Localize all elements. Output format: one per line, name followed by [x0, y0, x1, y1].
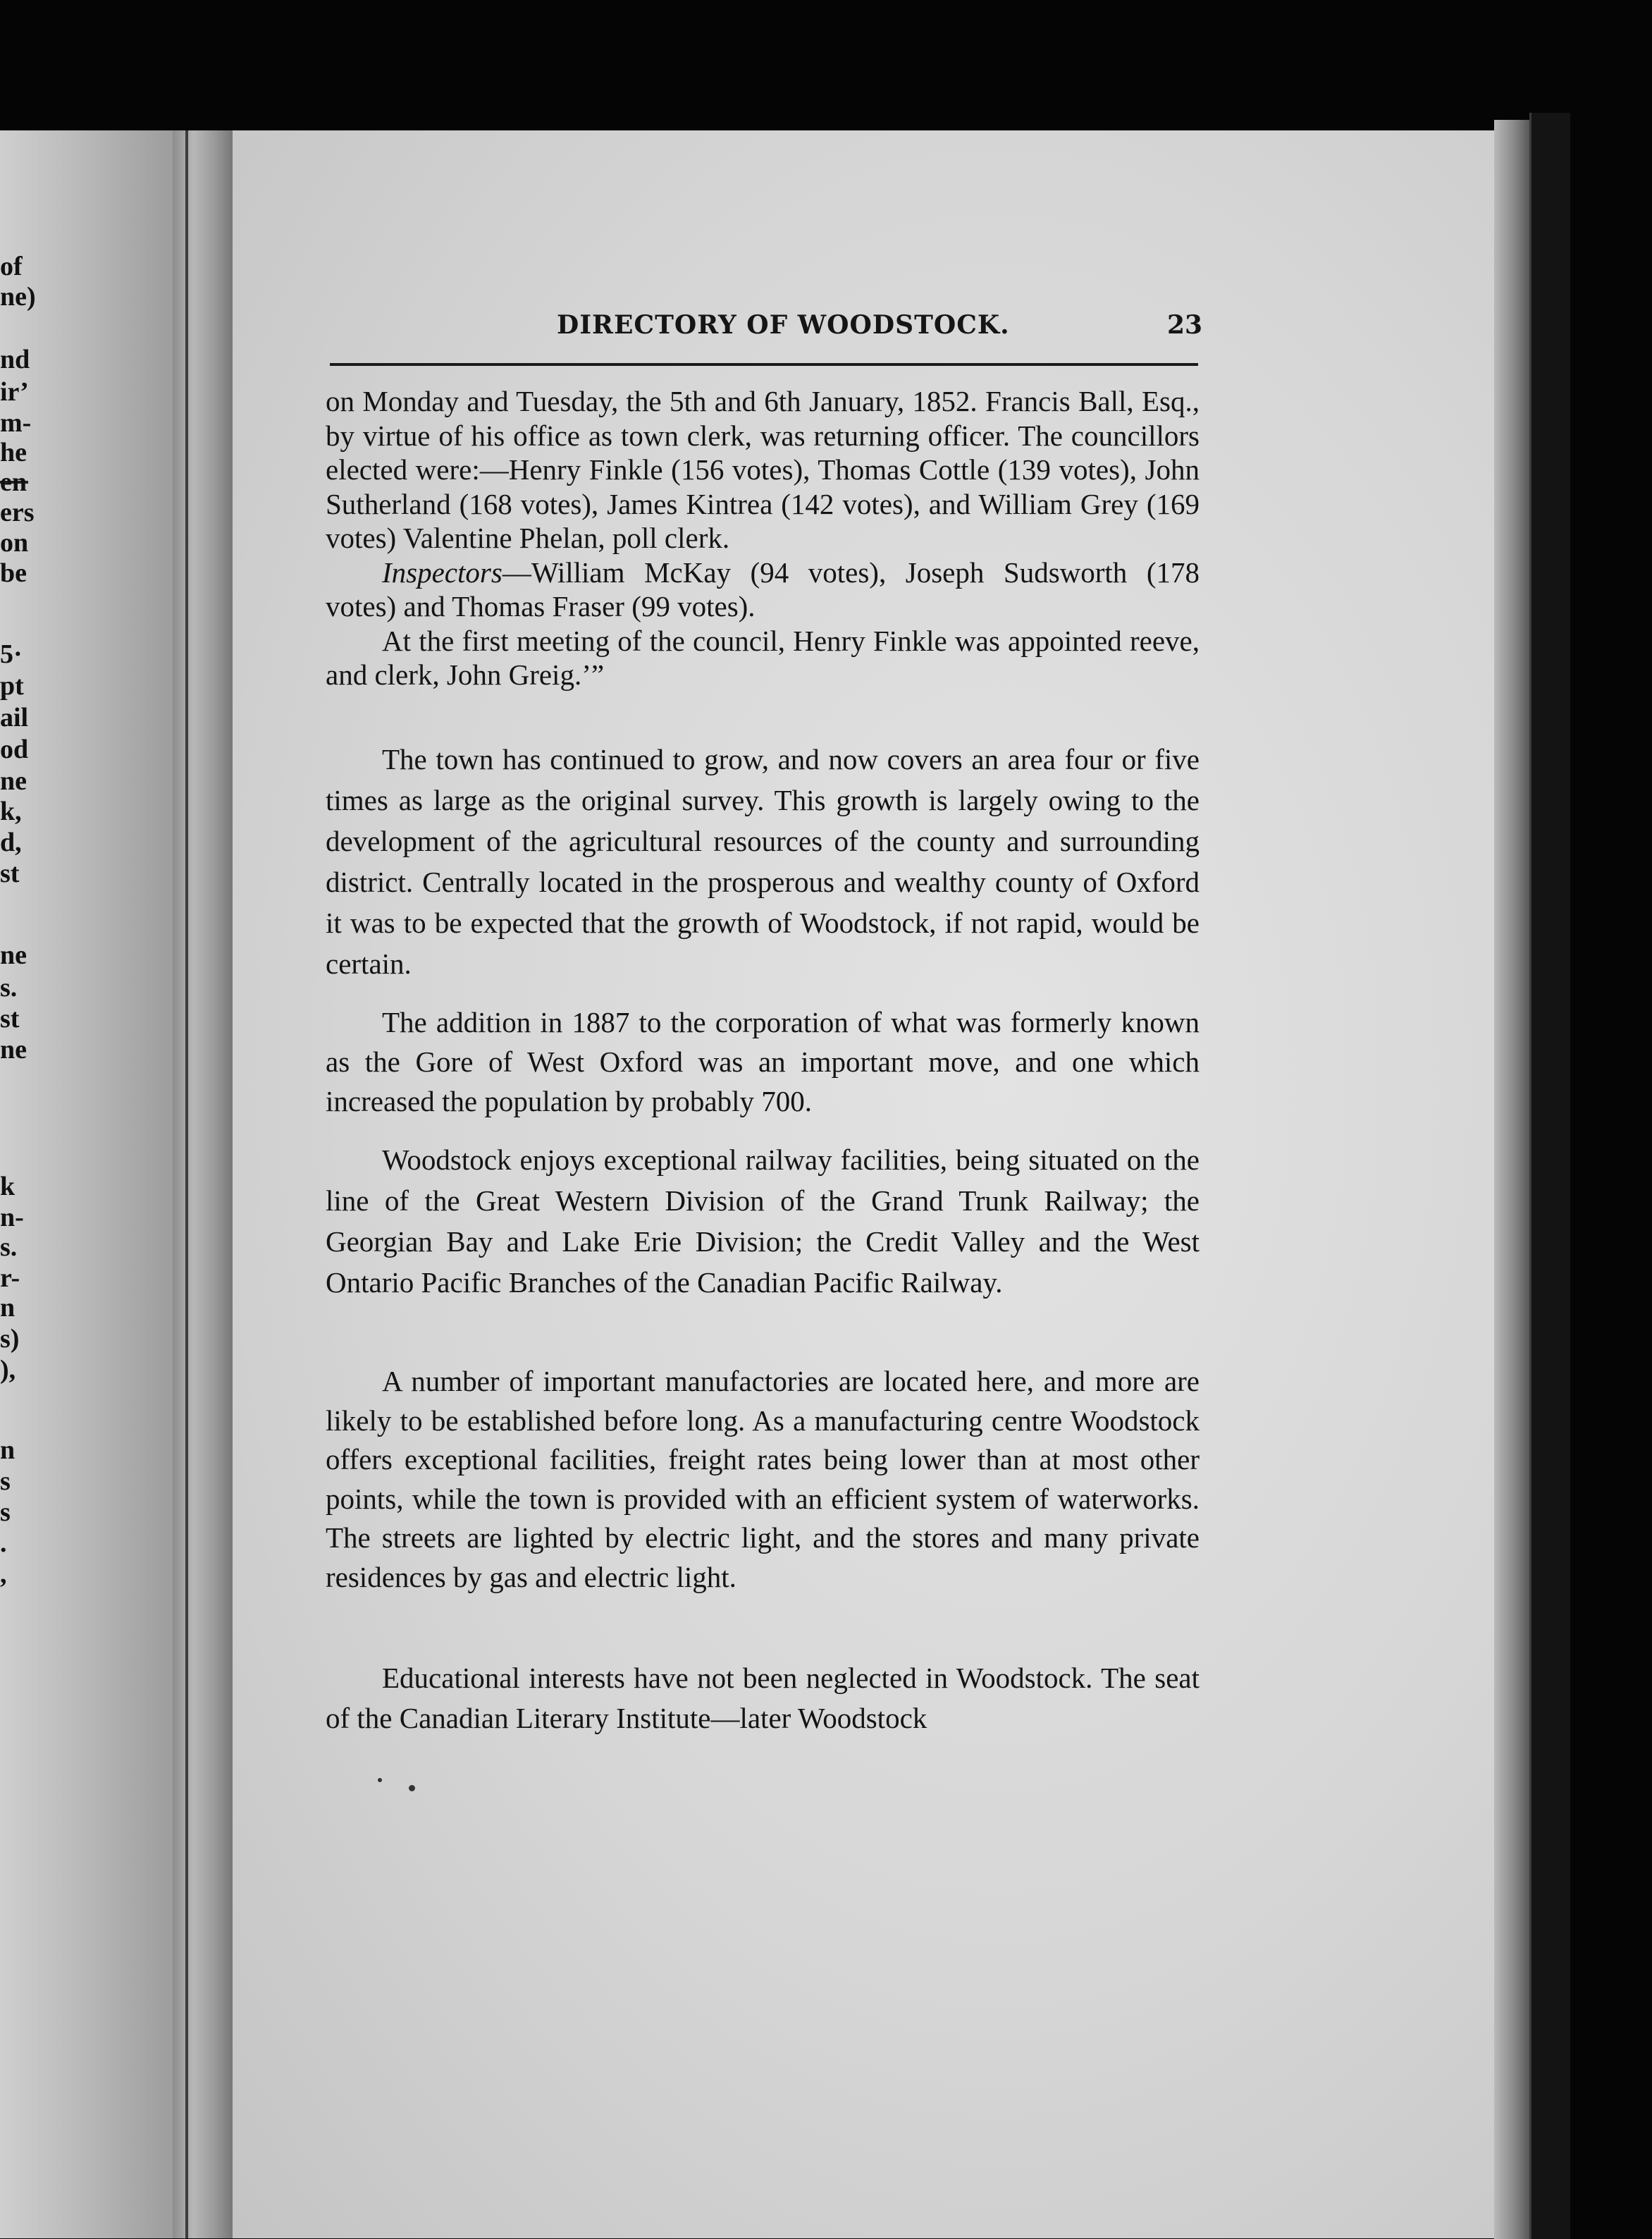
ink-speck	[409, 1785, 415, 1791]
previous-page-fragment: st	[0, 859, 20, 888]
inspectors-text: —William McKay (94 votes), Joseph Sudsworth (178 votes) and Thomas Fraser (99 votes).	[326, 556, 1200, 622]
previous-page-fragment: pt	[0, 671, 24, 701]
paragraph-education-text: Educational interests have not been neglected in Woodstock. The seat of the Canadian Literary Institute—later Woodstock	[326, 1662, 1200, 1734]
paragraph-addition-text: The addition in 1887 to the corporation of what was formerly known as the Gore of West Oxford was an important move, and one which increased the population by probably 700.	[326, 1006, 1200, 1117]
previous-page-fragment: n-	[0, 1203, 24, 1232]
previous-page-fragment: ne	[0, 940, 27, 970]
previous-page-fragment: r-	[0, 1263, 20, 1293]
cover-edge	[1529, 113, 1570, 2239]
paragraph-manufactories-text: A number of important manufactories are located here, and more are likely to be established before long. As a manufacturing centre Woodstock offers exceptional facilities, freight rates being lower than at most other points, while the town is provided with an efficient system of waterworks. The streets are lighted by electric light, and the stores and many private residences by gas and electric light.	[326, 1365, 1200, 1593]
paragraph-railway	[326, 1139, 1200, 1303]
previous-page-fragment: s	[0, 1497, 11, 1527]
paragraph-manufactories	[326, 1362, 1200, 1597]
previous-page-fragment: n	[0, 1293, 16, 1323]
previous-page-fragment: en	[0, 467, 27, 497]
previous-page-fragment: be	[0, 558, 27, 588]
book-gutter	[173, 130, 233, 2238]
previous-page-fragment: d,	[0, 828, 22, 857]
previous-page-fragment: ne	[0, 766, 27, 796]
previous-page-fragment: st	[0, 1004, 20, 1033]
previous-page-fragment: k,	[0, 797, 22, 826]
previous-page-fragment: k	[0, 1172, 16, 1201]
previous-page-fragment: s	[0, 1466, 11, 1496]
paragraph-railway-text: Woodstock enjoys exceptional railway facilities, being situated on the line of the Great Western Division of the Grand Trunk Railway; the Georgian Bay and Lake Erie Division; the Credit Valley and the West Ontario Pacific Branches of the Canadian Pacific Railway.	[326, 1143, 1200, 1299]
previous-page-strip	[0, 130, 173, 2238]
previous-page-fragment: .	[0, 1528, 7, 1558]
previous-page-fragment: ),	[0, 1355, 16, 1385]
inspectors-label: Inspectors	[382, 556, 503, 589]
previous-page-fragment: nd	[0, 345, 30, 374]
previous-page-fragment: ir’	[0, 377, 29, 407]
previous-page-fragment: ne)	[0, 282, 36, 312]
previous-page-fragment: n	[0, 1435, 16, 1465]
previous-page-fragment: ,	[0, 1559, 7, 1589]
previous-page-fragment: he	[0, 438, 27, 467]
paragraph-addition	[326, 1002, 1200, 1121]
previous-page-fragment: ne	[0, 1035, 27, 1065]
ink-speck	[378, 1778, 382, 1782]
previous-page-fragment: ail	[0, 703, 29, 732]
paragraph-inspectors	[326, 556, 1200, 624]
previous-page-fragment: on	[0, 528, 29, 558]
running-title: DIRECTORY OF WOODSTOCK.	[557, 310, 1010, 340]
election-paragraph-block	[326, 384, 1200, 692]
previous-page-fragment: 5·	[0, 639, 23, 669]
previous-page-fragment: ers	[0, 498, 35, 527]
gutter-crease	[185, 130, 188, 2238]
previous-page-fragment: of	[0, 252, 23, 281]
previous-page-fragment: s.	[0, 973, 18, 1002]
previous-page-fragment: od	[0, 735, 29, 764]
paragraph-election: on Monday and Tuesday, the 5th and 6th January, 1852. Francis Ball, Esq., by virtue of his office as town clerk, was returning officer. The councillors elected were:—Henry Finkle (156 votes), Thomas Cottle (139 votes), John Sutherland (168 votes), James Kintrea (142 votes), and William Grey (169 votes) Valentine Phelan, poll clerk.	[326, 385, 1200, 554]
paragraph-first-meeting: At the first meeting of the council, Henry Finkle was appointed reeve, and clerk, John Greig.’”	[326, 624, 1200, 691]
previous-page-fragment: s.	[0, 1232, 18, 1262]
previous-page-fragment: s)	[0, 1324, 20, 1354]
paragraph-education	[326, 1658, 1200, 1738]
paragraph-town-growth: The town has continued to grow, and now covers an area four or five times as large as the original survey. This growth is largely owing to the development of the agricultural resources of the county and surrounding district. Centrally located in the prosperous and wealthy county of Oxford it was to be expected that the growth of Woodstock, if not rapid, would be certain.	[326, 743, 1200, 980]
previous-page-fragment: m-	[0, 408, 32, 438]
header-rule	[330, 363, 1198, 366]
page-number: 23	[1167, 310, 1203, 340]
